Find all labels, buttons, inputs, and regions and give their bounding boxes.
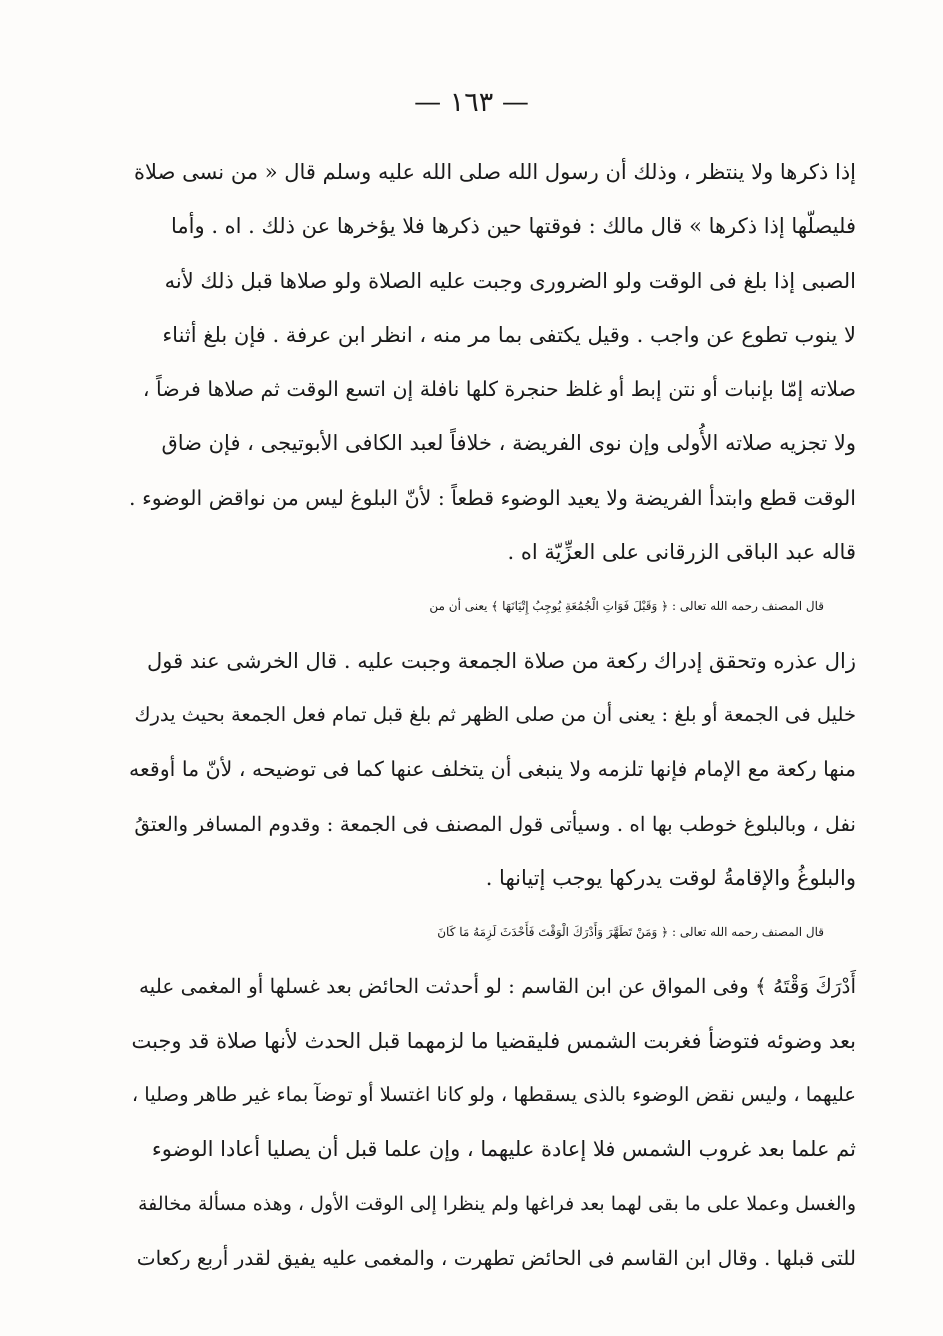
text-line: قال المصنف رحمه الله تعالى : ﴿ وَمَنْ تَطَهَّرَ وَأَدْرَكَ الْوَقْتَ فَأَحْدَثَ لَزِمَهُ مَا كَانَ xyxy=(437,925,824,940)
text-line: نفل ، وبالبلوغ خوطب بها اه . وسيأتى قول المصنف فى الجمعة : وقدوم المسافر والعتقُ xyxy=(134,811,856,836)
text-line: الوقت قطع وابتدأ الفريضة ولا يعيد الوضوء قطعاً : لأنّ البلوغ ليس من نواقض الوضوء . xyxy=(129,485,856,510)
text-line: ثم علما بعد غروب الشمس فلا إعادة عليهما ، وإن علما قبل أن يصليا أعادا الوضوء xyxy=(151,1137,856,1162)
text-line: الصبى إذا بلغ فى الوقت ولو الضرورى وجبت عليه الصلاة ولو صلاها قبل ذلك لأنه xyxy=(164,268,856,293)
text-line: زال عذره وتحقق إدراك ركعة من صلاة الجمعة وجبت عليه . قال الخرشى عند قول xyxy=(146,648,856,673)
text-line: لا ينوب تطوع عن واجب . وقيل يكتفى بما مر منه ، انظر ابن عرفة . فإن بلغ أثناء xyxy=(162,322,856,347)
text-line: قال المصنف رحمه الله تعالى : ﴿ وَقَبْلَ فَوَاتِ الْجُمُعَةِ يُوجِبُ إِتْيَانَهَا ﴾ يعنى أن من xyxy=(429,599,824,614)
page-body-text xyxy=(128,145,856,1285)
text-line: صلاته إمّا بإنبات أو نتن إبط أو غلظ حنجرة كلها نافلة إن اتسع الوقت ثم صلاها فرضاً ، xyxy=(142,377,856,402)
text-line: عليهما ، وليس نقض الوضوء بالذى يسقطها ، ولو كانا اغتسلا أو توضآ بماء غير طاهر وصليا ، xyxy=(131,1083,856,1107)
text-line: أَدْرَكَ وَقْتَهُ ﴾ وفى المواق عن ابن القاسم : لو أحدثت الحائض بعد غسلها أو المغمى عليه xyxy=(138,974,856,999)
text-line: منها ركعة مع الإمام فإنها تلزمه ولا ينبغى أن يتخلف عنها كما فى توضيحه ، لأنّ ما أوقعه xyxy=(129,757,856,782)
page-number-header: — ١٦٣ — xyxy=(414,87,529,118)
text-line: للتى قبلها . وقال ابن القاسم فى الحائض تطهرت ، والمغمى عليه يفيق لقدر أربع ركعات xyxy=(136,1245,856,1270)
text-line: ولا تجزيه صلاته الأُولى وإن نوى الفريضة ، خلافاً لعبد الكافى الأبوتيجى ، فإن ضاق xyxy=(161,431,856,456)
text-line: والبلوغُ والإقامةُ لوقت يدركها يوجب إتيانها . xyxy=(485,865,856,890)
text-line: والغسل وعملا على ما بقى لهما بعد فراغها ولم ينظرا إلى الوقت الأول ، وهذه مسألة مخالفة xyxy=(137,1192,856,1215)
text-line: خليل فى الجمعة أو بلغ : يعنى أن من صلى الظهر ثم بلغ قبل تمام فعل الجمعة بحيث يدرك xyxy=(134,702,856,726)
text-line: فليصلّها إذا ذكرها » قال مالك : فوقتها حين ذكرها فلا يؤخرها عن ذلك . اه . وأما xyxy=(171,214,856,239)
text-line: بعد وضوئه فتوضأ فغربت الشمس فليقضيا ما لزمهما قبل الحدث لأنها صلاة قد وجبت xyxy=(131,1028,856,1053)
text-line: إذا ذكرها ولا ينتظر ، وذلك أن رسول الله صلى الله عليه وسلم قال « من نسى صلاة xyxy=(134,160,856,184)
text-line: قاله عبد الباقى الزرقانى على العزِّيّة اه . xyxy=(507,540,856,565)
